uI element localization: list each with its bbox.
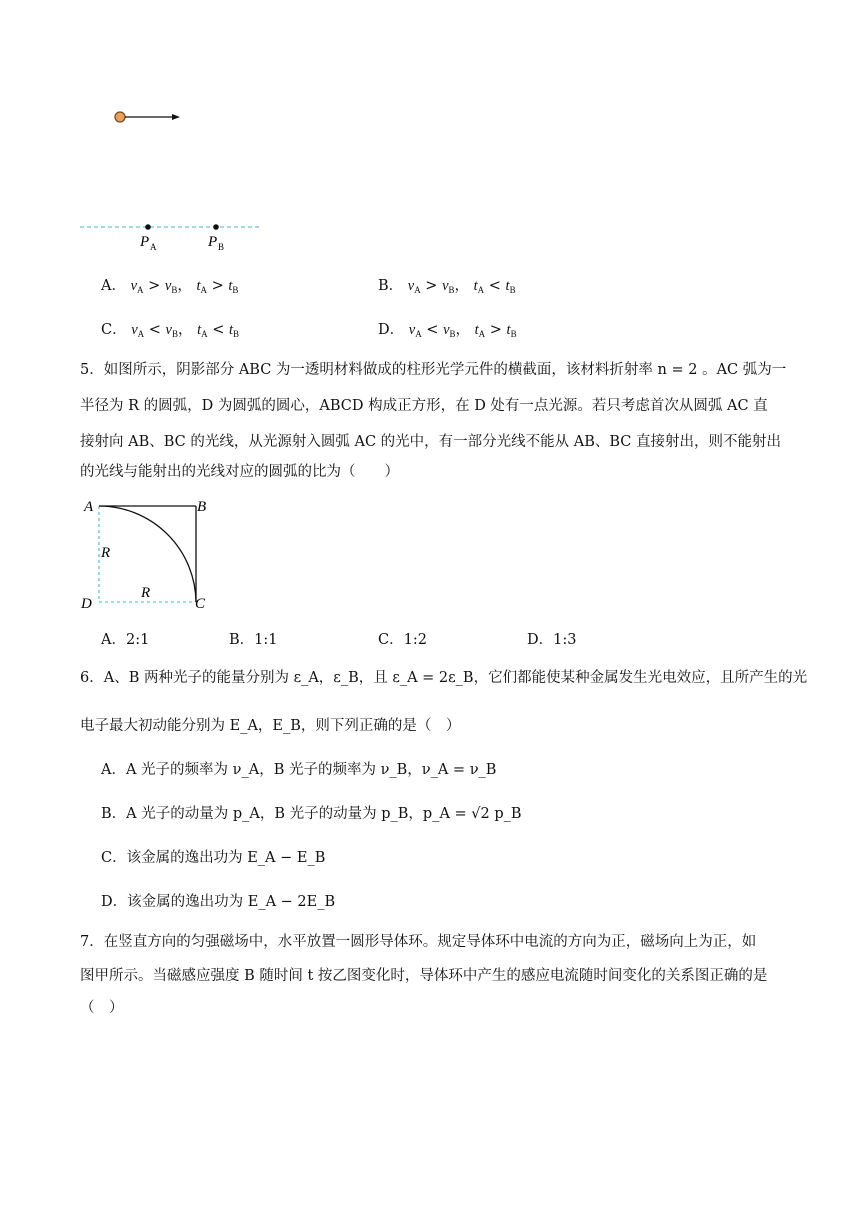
q6-option-c[interactable]: C．该金属的逸出功为 E_A − E_B bbox=[101, 850, 326, 866]
label-pa-sub: A bbox=[150, 242, 157, 252]
vertex-d: D bbox=[81, 596, 92, 612]
q6-line-1: 6．A、B 两种光子的能量分别为 ε_A，ε_B，且 ε_A = 2ε_B，它们都能使某种金属发生光电效应，且所产生的光 bbox=[80, 670, 808, 686]
label-pb: P bbox=[208, 234, 218, 250]
q5-line-3: 接射向 AB、BC 的光线，从光源射入圆弧 AC 的光中，有一部分光线不能从 AB、BC 直接射出，则不能射出 bbox=[80, 434, 782, 450]
q7-line-1: 7．在竖直方向的匀强磁场中，水平放置一圆形导体环。规定导体环中电流的方向为正，磁场向上为正，如 bbox=[80, 934, 757, 950]
arrowhead-icon bbox=[172, 114, 180, 120]
q6-option-a[interactable]: A．A 光子的频率为 ν_A，B 光子的频率为 ν_B，ν_A = ν_B bbox=[101, 762, 497, 778]
label-pb-sub: B bbox=[218, 242, 225, 252]
q5-option-b[interactable]: B．1:1 bbox=[229, 632, 278, 648]
q6-option-d[interactable]: D．该金属的逸出功为 E_A − 2E_B bbox=[101, 894, 336, 910]
q4-option-c[interactable]: C． $v_A < v_B$， $t_A < t_B$ bbox=[101, 322, 240, 339]
q5-line-4: 的光线与能射出的光线对应的圆弧的比为（ ） bbox=[80, 464, 399, 480]
label-r-left: R bbox=[101, 545, 111, 561]
q5-line-2: 半径为 R 的圆弧，D 为圆弧的圆心，ABCD 构成正方形，在 D 处有一点光源。若只考虑首次从圆弧 AC 直 bbox=[80, 398, 768, 414]
q5-figure bbox=[78, 494, 228, 616]
point-pa bbox=[145, 224, 151, 230]
vertex-b: B bbox=[197, 499, 207, 515]
q5-option-a[interactable]: A．2:1 bbox=[101, 632, 150, 648]
q4-option-b[interactable]: B． $v_A > v_B$， $t_A < t_B$ bbox=[378, 278, 516, 295]
q5-option-c[interactable]: C．1:2 bbox=[378, 632, 427, 648]
point-pb bbox=[213, 224, 219, 230]
q4-option-a[interactable]: A． $v_A > v_B$， $t_A > t_B$ bbox=[101, 278, 239, 295]
q4-figure bbox=[70, 100, 280, 270]
q4-option-d[interactable]: D． $v_A < v_B$， $t_A > t_B$ bbox=[378, 322, 517, 339]
ball-icon bbox=[115, 112, 125, 122]
q6-line-2: 电子最大初动能分别为 E_A，E_B，则下列正确的是（ ） bbox=[80, 718, 461, 734]
q6-option-b[interactable]: B．A 光子的动量为 p_A，B 光子的动量为 p_B，p_A = √2 p_B bbox=[101, 806, 522, 822]
label-r-bottom: R bbox=[141, 585, 151, 601]
q5-line-1: 5．如图所示，阴影部分 ABC 为一透明材料做成的柱形光学元件的横截面，该材料折射率 n = 2 。AC 弧为一 bbox=[80, 362, 787, 378]
label-pa: P bbox=[140, 234, 150, 250]
q7-line-3: （ ） bbox=[80, 1000, 124, 1016]
q7-line-2: 图甲所示。当磁感应强度 B 随时间 t 按乙图变化时，导体环中产生的感应电流随时间变化的关系图正确的是 bbox=[80, 968, 768, 984]
q5-option-d[interactable]: D．1:3 bbox=[527, 632, 577, 648]
vertex-c: C bbox=[195, 596, 206, 612]
vertex-a: A bbox=[84, 499, 94, 515]
